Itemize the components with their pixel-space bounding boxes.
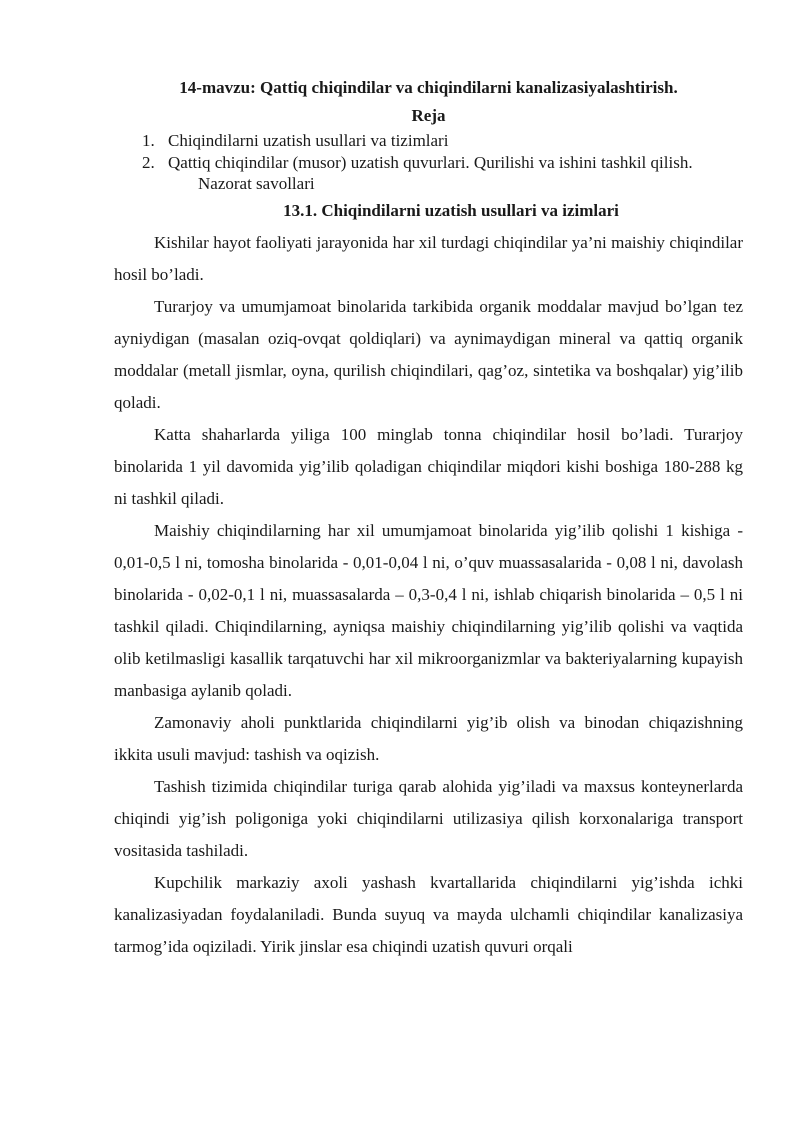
plan-heading: Reja	[411, 106, 446, 125]
document-title: 14-mavzu: Qattiq chiqindilar va chiqindilarni kanalizasiyalashtirish.	[179, 78, 678, 97]
paragraph: Kishilar hayot faoliyati jarayonida har xil turdagi chiqindilar ya’ni maishiy chiqindilar hosil bo’ladi.	[114, 233, 743, 284]
plan-item-text: Chiqindilarni uzatish usullari va tizimlari	[168, 131, 449, 150]
paragraph: Katta shaharlarda yiliga 100 minglab tonna chiqindilar hosil bo’ladi. Turarjoy binolarida 1 yil davomida yig’ilib qoladigan chiqindilar miqdori kishi boshiga 180-288 kg ni tashkil qiladi.	[114, 425, 743, 508]
plan-item	[142, 130, 743, 152]
plan-item	[142, 152, 743, 174]
plan-item-number: 1.	[142, 131, 155, 150]
plan-item-text: Qattiq chiqindilar (musor) uzatish quvurlari. Qurilishi va ishini tashkil qilish.	[168, 152, 693, 172]
section-title: 13.1. Chiqindilarni uzatish usullari va izimlari	[283, 201, 619, 220]
plan-list	[114, 130, 743, 173]
paragraph: Zamonaviy aholi punktlarida chiqindilarni yig’ib olish va binodan chiqazishning ikkita usuli mavjud: tashish va oqizish.	[114, 713, 743, 764]
plan-item-number: 2.	[142, 152, 155, 172]
paragraph: Kupchilik markaziy axoli yashash kvartallarida chiqindilarni yig’ishda ichki kanalizasiyadan foydalaniladi. Bunda suyuq va mayda ulchamli chiqindilar kanalizasiya tarmog’ida oqiziladi. Yirik jinslar esa chiqindi uzatish quvuri orqali	[114, 873, 743, 956]
paragraph: Maishiy chiqindilarning har xil umumjamoat binolarida yig’ilib qolishi 1 kishiga - 0,01-0,5 l ni, tomosha binolarida - 0,01-0,04 l ni, o’quv muassasalarida - 0,08 l ni, davolash binolarida - 0,02-0,1 l ni, muassasalarda – 0,3-0,4 l ni, ishlab chiqarish binolarida – 0,5 l ni tashkil qiladi. Chiqindilarning, ayniqsa maishiy chiqindilarning yig’ilib qolishi va vaqtida olib ketilmasligi kasallik tarqatuvchi har xil mikroorganizmlar va bakteriyalarning kupayish manbasiga aylanib qoladi.	[114, 521, 743, 700]
control-questions: Nazorat savollari	[198, 174, 315, 193]
paragraph: Tashish tizimida chiqindilar turiga qarab alohida yig’iladi va maxsus konteynerlarda chiqindi yig’ish poligoniga yoki chiqindilarni utilizasiya qilish korxonalariga transport vositasida tashiladi.	[114, 777, 743, 860]
paragraph: Turarjoy va umumjamoat binolarida tarkibida organik moddalar mavjud bo’lgan tez ayniydigan (masalan oziq-ovqat qoldiqlari) va aynimaydigan mineral va qattiq organik moddalar (metall jismlar, oyna, qurilish chiqindilari, qag’oz, sintetika va boshqalar) yig’ilib qoladi.	[114, 297, 743, 412]
